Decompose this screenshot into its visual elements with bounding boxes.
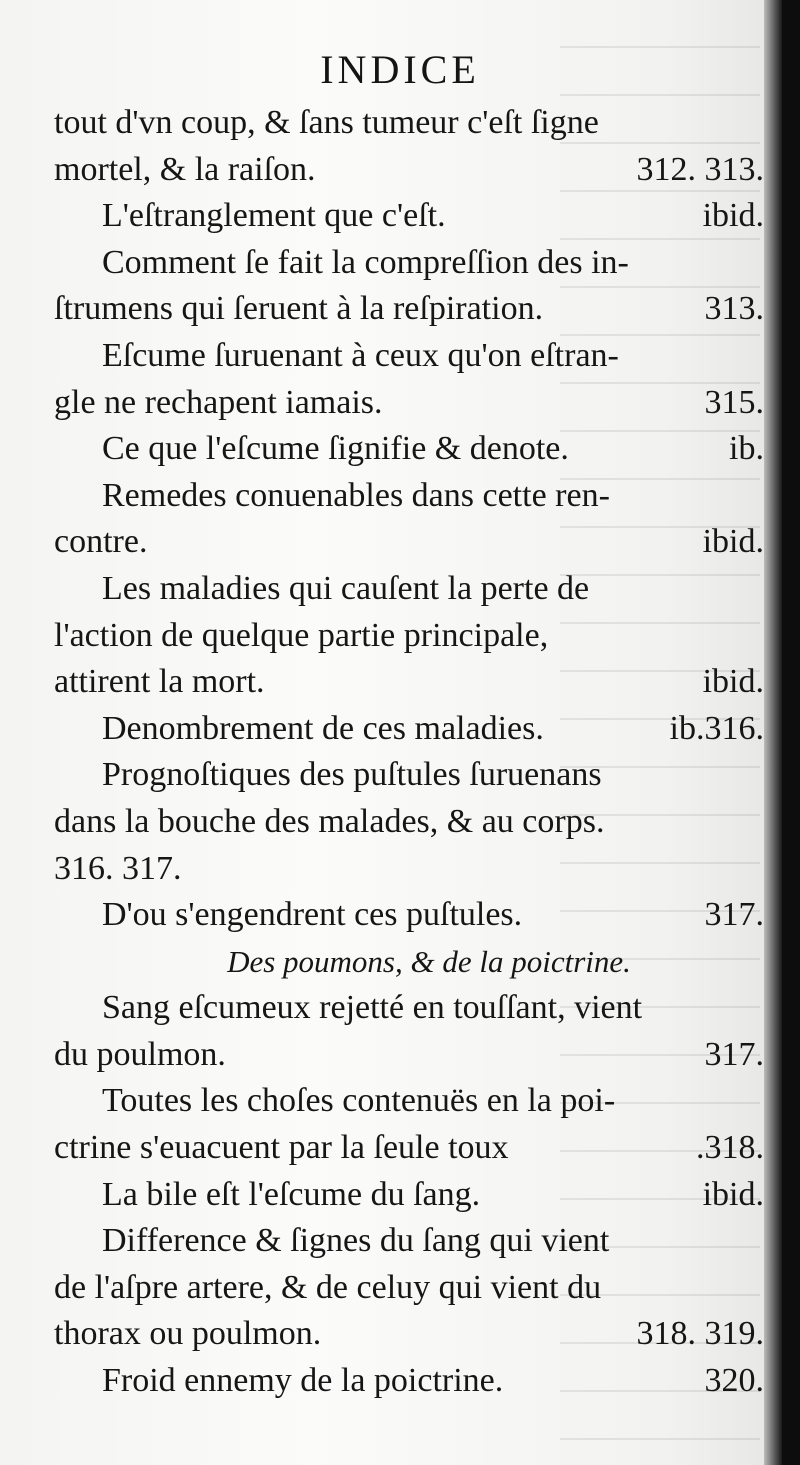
- index-line-text: 316. 317.: [54, 849, 182, 887]
- index-line-text: contre.: [54, 523, 148, 561]
- index-line: [54, 1311, 764, 1358]
- index-line-text: Eſcume ſuruenant à ceux qu'on eſtran-: [102, 336, 619, 374]
- index-line-text: l'action de quelque partie principale,: [54, 616, 549, 654]
- index-line: [54, 473, 764, 520]
- page-reference: ibid.: [702, 197, 764, 235]
- index-line-text: thorax ou poulmon.: [54, 1315, 322, 1353]
- index-line: [54, 659, 764, 706]
- index-line-text: attirent la mort.: [54, 663, 265, 701]
- index-line-text: Denombrement de ces maladies.: [102, 709, 544, 747]
- page-reference: ibid.: [702, 663, 764, 701]
- index-line: [54, 799, 764, 846]
- index-line-text: Des poumons, & de la poictrine.: [227, 943, 631, 979]
- index-line-text: Comment ſe fait la compreſſion des in-: [102, 243, 629, 281]
- index-line-text: Remedes conuenables dans cette ren-: [102, 476, 610, 514]
- index-line: [54, 147, 764, 194]
- index-line-text: Prognoſtiques des puſtules ſuruenans: [102, 756, 602, 794]
- index-line: [54, 706, 764, 753]
- index-line-text: Froid ennemy de la poictrine.: [102, 1362, 504, 1400]
- index-line-text: Sang eſcumeux rejetté en touſſant, vient: [102, 989, 643, 1027]
- index-line-text: Toutes les choſes contenuës en la poi-: [102, 1082, 616, 1120]
- page-edge-shadow: [764, 0, 782, 1465]
- index-line-text: La bile eſt l'eſcume du ſang.: [102, 1175, 481, 1213]
- index-entries: [54, 100, 764, 1405]
- index-line: [54, 752, 764, 799]
- index-line: [54, 1125, 764, 1172]
- index-line: [54, 846, 764, 893]
- page-reference: 320.: [704, 1362, 764, 1400]
- index-line: [54, 1358, 764, 1405]
- index-line-text: Difference & ſignes du ſang qui vient: [102, 1222, 610, 1260]
- index-line: [54, 100, 764, 147]
- index-line: [54, 1032, 764, 1079]
- page-reference: 317.: [704, 896, 764, 934]
- index-line-text: ſtrumens qui ſeruent à la reſpiration.: [54, 290, 544, 328]
- index-line-text: de l'aſpre artere, & de celuy qui vient du: [54, 1268, 602, 1306]
- index-line-text: L'eſtranglement que c'eſt.: [102, 197, 446, 235]
- page-reference: 312. 313.: [636, 150, 764, 188]
- page-reference: ib.: [729, 430, 764, 468]
- page-reference: 313.: [704, 290, 764, 328]
- index-line-text: ctrine s'euacuent par la ſeule toux: [54, 1129, 509, 1167]
- index-line: [54, 519, 764, 566]
- page-reference: ib.316.: [669, 709, 764, 747]
- index-line: [54, 566, 764, 613]
- index-line-text: tout d'vn coup, & ſans tumeur c'eſt ſigne: [54, 104, 599, 141]
- index-line: [54, 1172, 764, 1219]
- index-line-text: du poulmon.: [54, 1035, 226, 1073]
- index-line: [54, 1078, 764, 1125]
- index-line-text: gle ne rechapent iamais.: [54, 383, 383, 421]
- page-reference: .318.: [696, 1129, 764, 1167]
- section-heading: [54, 939, 764, 986]
- index-line-text: mortel, & la raiſon.: [54, 150, 316, 188]
- page-header: INDICE: [320, 47, 480, 92]
- index-line: [54, 892, 764, 939]
- page-reference: ibid.: [702, 1175, 764, 1213]
- page-reference: ibid.: [702, 523, 764, 561]
- page-reference: 317.: [704, 1035, 764, 1073]
- index-line: [54, 1265, 764, 1312]
- index-line-text: Les maladies qui cauſent la perte de: [102, 569, 590, 607]
- page-reference: 315.: [704, 383, 764, 421]
- index-line-text: Ce que l'eſcume ſignifie & denote.: [102, 430, 569, 468]
- index-line: [54, 1218, 764, 1265]
- index-line-text: D'ou s'engendrent ces puſtules.: [102, 896, 523, 934]
- index-line: [54, 380, 764, 427]
- index-line: [54, 426, 764, 473]
- index-line: [54, 286, 764, 333]
- index-line: [54, 613, 764, 660]
- index-line-text: dans la bouche des malades, & au corps.: [54, 802, 605, 840]
- index-line: [54, 333, 764, 380]
- index-line: [54, 985, 764, 1032]
- index-line: [54, 240, 764, 287]
- index-line: [54, 193, 764, 240]
- page-reference: 318. 319.: [636, 1315, 764, 1353]
